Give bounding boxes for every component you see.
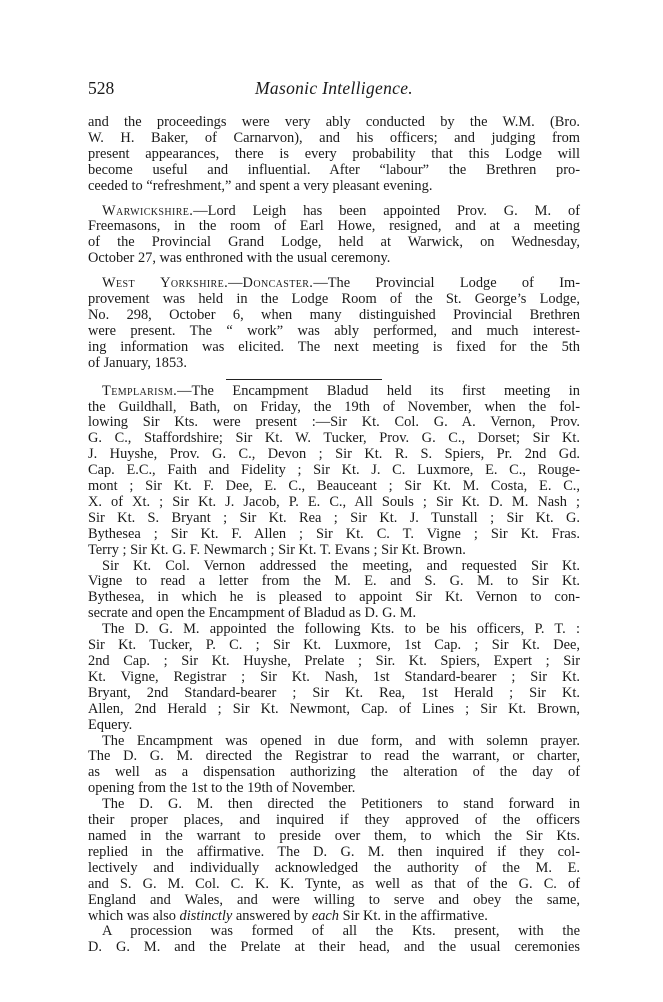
text-line: J. Huyshe, Prov. G. C., Devon ; Sir Kt. R. S. Spiers, Pr. 2nd Gd. (88, 446, 580, 463)
text-line: The D. G. M. then directed the Petitioners to stand forward in (102, 796, 580, 813)
text-line: A procession was formed of all the Kts. present, with the (102, 923, 580, 940)
text-run: — (228, 275, 243, 292)
text-line: Vigne to read a letter from the M. E. and S. G. M. to Sir Kt. (88, 573, 580, 590)
paragraph-lodge-proceedings (88, 115, 580, 195)
text-line: lectively and individually acknowledged the authority of the M. E. (88, 859, 580, 876)
page-number: 528 (88, 78, 115, 98)
text-line: Sir Kt. Tucker, P. C. ; Sir Kt. Luxmore, 1st Cap. ; Sir Kt. Dee, (88, 637, 580, 654)
page-header (88, 78, 580, 104)
text-line: replied in the affirmative. The D. G. M. then inquired if they col- (88, 843, 580, 860)
paragraph-warwickshire (88, 204, 580, 268)
section-heading-templarism: Templarism. (102, 382, 178, 399)
running-title: Masonic Intelligence. (255, 78, 413, 98)
text-line (88, 204, 580, 220)
text-line: No. 298, October 6, when many distinguished Provincial Brethren (88, 306, 580, 323)
text-line: G. C., Staffordshire; Sir Kt. W. Tucker, Prov. G. C., Dorset; Sir Kt. (88, 430, 580, 447)
text-line: The D. G. M. appointed the following Kts. to be his officers, P. T. : (102, 621, 580, 638)
text-line: the Guildhall, Bath, on Friday, the 19th of November, when the fol- (88, 398, 580, 415)
text-line: ing information was elicited. The next meeting is fixed for the 5th (88, 338, 580, 355)
book-page (88, 78, 580, 956)
text-line: lowing Sir Kts. were present :—Sir Kt. Col. G. A. Vernon, Prov. (88, 414, 580, 431)
text-line: Kt. Vigne, Registrar ; Sir Kt. Nash, 1st Standard-bearer ; Sir Kt. (88, 668, 580, 685)
text-line: become useful and influential. After “labour” the Brethren pro- (88, 161, 580, 178)
text-run: —The Provincial Lodge of Im- (313, 275, 580, 292)
text-line: of January, 1853. (88, 354, 187, 371)
text-line: Freemasons, in the room of Earl Howe, resigned, and at a meeting (88, 218, 580, 235)
paragraph-west-yorkshire (88, 276, 580, 371)
text-line (88, 909, 580, 925)
text-line: Sir Kt. Col. Vernon addressed the meeting, and requested Sir Kt. (102, 557, 580, 574)
text-line: opening from the 1st to the 19th of November. (88, 780, 356, 797)
text-line: were present. The “ work” was ably performed, and much interest- (88, 322, 580, 339)
text-line: present appearances, there is every probability that this Lodge will (88, 145, 580, 162)
article-body (88, 115, 580, 956)
text-line: secrate and open the Encampment of Bladud as D. G. M. (88, 605, 417, 622)
text-line: Terry ; Sir Kt. G. F. Newmarch ; Sir Kt. T. Evans ; Sir Kt. Brown. (88, 541, 466, 558)
section-heading-doncaster: Doncaster. (242, 275, 314, 292)
text-line: X. of Xt. ; Sir Kt. J. Jacob, P. E. C., All Souls ; Sir Kt. D. M. Nash ; (88, 493, 580, 510)
text-line: Bythesea ; Sir Kt. F. Allen ; Sir Kt. C. T. Vigne ; Sir Kt. Fras. (88, 525, 580, 542)
text-line (88, 276, 580, 292)
text-line: Bythesea, in which he is pleased to appoint Sir Kt. Vernon to con- (88, 589, 580, 606)
text-line: mont ; Sir Kt. F. Dee, E. C., Beauceant ; Sir Kt. M. Costa, E. C., (88, 478, 580, 495)
text-line: as well as a dispensation authorizing the alteration of the day of (88, 764, 580, 781)
text-line: The Encampment was opened in due form, and with solemn prayer. (102, 732, 580, 749)
text-line: 2nd Cap. ; Sir Kt. Huyshe, Prelate ; Sir. Kt. Spiers, Expert ; Sir (88, 653, 580, 669)
text-line: ceeded to “refreshment,” and spent a very pleasant evening. (88, 177, 433, 194)
paragraph-encampment-opened (88, 734, 580, 798)
section-heading-west-yorkshire: West Yorkshire. (102, 275, 229, 292)
text-line (88, 384, 580, 400)
text-line: and S. G. M. Col. C. K. K. Tynte, as well as that of the G. C. of (88, 875, 580, 892)
text-line: of the Provincial Grand Lodge, held at Warwick, on Wednesday, (88, 234, 580, 251)
paragraph-procession (88, 924, 580, 956)
text-line: Bryant, 2nd Standard-bearer ; Sir Kt. Rea, 1st Herald ; Sir Kt. (88, 684, 580, 701)
text-line: W. H. Baker, of Carnarvon), and his officers; and judging from (88, 129, 580, 146)
text-line: named in the warrant to preside over them, to which the Sir Kts. (88, 827, 580, 844)
text-run: —The Encampment Bladud held its first meeting in (177, 382, 580, 399)
paragraph-vernon-address (88, 559, 580, 623)
text-run: —Lord Leigh has been appointed Prov. G. M. of (193, 202, 580, 219)
text-line: their proper places, and inquired if they approved of the officers (88, 812, 580, 829)
text-run: which was also (88, 907, 180, 924)
text-line: Sir Kt. S. Bryant ; Sir Kt. Rea ; Sir Kt. J. Tunstall ; Sir Kt. G. (88, 509, 580, 526)
text-run: Sir Kt. in the affirmative. (339, 907, 488, 924)
text-line: Equery. (88, 716, 133, 733)
text-line: D. G. M. and the Prelate at their head, and the usual ceremonies (88, 939, 580, 956)
text-line: Cap. E.C., Faith and Fidelity ; Sir Kt. J. C. Luxmore, E. C., Rouge- (88, 462, 580, 479)
text-line: provement was held in the Lodge Room of the St. George’s Lodge, (88, 291, 580, 308)
text-line: Allen, 2nd Herald ; Sir Kt. Newmont, Cap. of Lines ; Sir Kt. Brown, (88, 700, 580, 717)
text-line: The D. G. M. directed the Registrar to read the warrant, or charter, (88, 748, 580, 765)
text-run: answered by (232, 907, 312, 924)
paragraph-officers-appointed (88, 622, 580, 733)
section-divider-rule (226, 379, 382, 380)
paragraph-petitioners (88, 797, 580, 924)
section-heading-warwickshire: Warwickshire. (102, 202, 194, 219)
italic-emphasis: distinctly (179, 907, 233, 924)
italic-emphasis: each (311, 907, 339, 924)
text-line: October 27, was enthroned with the usual ceremony. (88, 250, 391, 267)
text-line: and the proceedings were very ably conducted by the W.M. (Bro. (88, 114, 580, 130)
paragraph-templarism (88, 384, 580, 559)
text-line: England and Wales, and were willing to serve and obey the same, (88, 891, 580, 908)
